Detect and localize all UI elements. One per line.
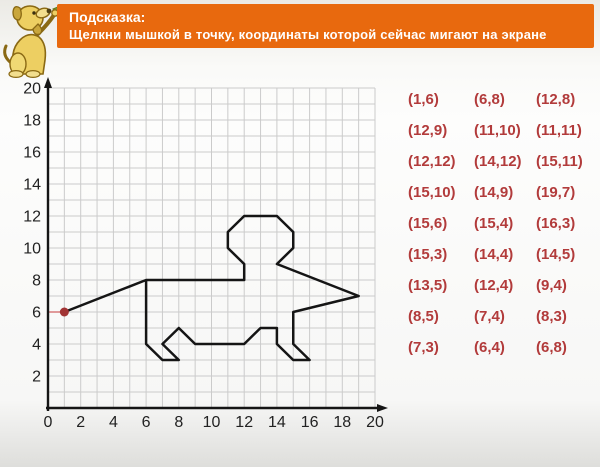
tick-label: 10 — [202, 414, 221, 431]
coordinate-item: (11,10) — [474, 122, 521, 139]
coordinate-item: (11,11) — [536, 122, 582, 139]
hint-instruction: Щелкни мышкой в точку, координаты которой сейчас мигают на экране — [69, 27, 547, 42]
tick-label: 6 — [32, 304, 41, 322]
coordinate-item: (6,8) — [536, 339, 567, 356]
coordinate-item: (19,7) — [536, 184, 576, 201]
tick-label: 20 — [23, 80, 41, 98]
coordinates-list — [408, 84, 596, 363]
coordinate-item: (16,3) — [536, 215, 576, 232]
coordinate-item: (7,4) — [474, 308, 505, 325]
coordinate-item: (14,5) — [536, 246, 576, 263]
coordinate-item: (15,10) — [408, 184, 456, 201]
coordinate-item: (8,3) — [536, 308, 567, 325]
dog-eye — [32, 11, 35, 14]
coordinate-item: (12,9) — [408, 122, 448, 139]
tick-label: 4 — [32, 336, 41, 354]
dog-nose — [47, 9, 52, 14]
tick-label: 16 — [23, 144, 41, 162]
coordinate-item: (15,11) — [536, 153, 583, 170]
coordinate-item: (12,4) — [474, 277, 514, 294]
tick-label: 12 — [23, 208, 41, 226]
hint-bar — [57, 4, 594, 48]
tick-label: 2 — [76, 414, 86, 431]
tick-label: 6 — [141, 414, 151, 431]
coordinate-grid[interactable] — [0, 70, 400, 467]
coordinate-item: (15,3) — [408, 246, 448, 263]
tick-label: 14 — [268, 414, 286, 431]
coordinate-item: (15,6) — [408, 215, 448, 232]
tick-label: 8 — [32, 272, 41, 290]
coordinate-item: (13,5) — [408, 277, 448, 294]
coordinate-item: (6,4) — [474, 339, 505, 356]
tick-label: 0 — [43, 414, 53, 431]
tick-label: 18 — [23, 112, 41, 130]
coordinate-item: (15,4) — [474, 215, 514, 232]
dog-ear — [13, 7, 21, 20]
coordinate-item: (9,4) — [536, 277, 567, 294]
coordinate-item: (14,12) — [474, 153, 522, 170]
dog-tail — [5, 46, 10, 62]
hint-title: Подсказка: — [69, 9, 146, 25]
tick-label: 18 — [333, 414, 352, 431]
coordinate-item: (6,8) — [474, 91, 505, 108]
tick-label: 2 — [32, 368, 41, 386]
dog-mascot-icon — [0, 0, 64, 78]
coordinate-item: (7,3) — [408, 339, 439, 356]
tick-label: 8 — [174, 414, 184, 431]
tick-label: 14 — [23, 176, 41, 194]
coordinate-item: (12,12) — [408, 153, 456, 170]
tick-label: 10 — [23, 240, 41, 258]
tick-label: 20 — [366, 414, 384, 431]
coordinate-item: (1,6) — [408, 91, 439, 108]
tick-label: 16 — [300, 414, 319, 431]
tick-label: 4 — [108, 414, 118, 431]
coordinate-item: (8,5) — [408, 308, 439, 325]
start-point-dot[interactable] — [60, 308, 69, 317]
coordinate-item: (12,8) — [536, 91, 576, 108]
coordinate-item: (14,4) — [474, 246, 514, 263]
tick-label: 12 — [235, 414, 254, 431]
coordinate-item: (14,9) — [474, 184, 514, 201]
